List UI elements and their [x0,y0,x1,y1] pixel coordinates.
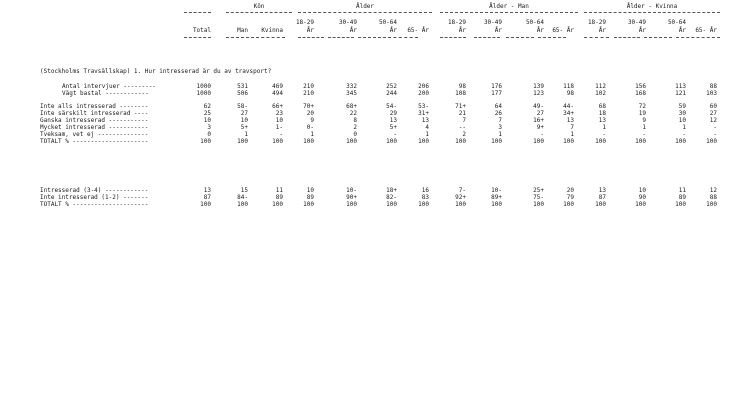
table-cell: 58- [237,103,248,110]
table-cell: 123 [533,90,544,97]
rule-segment [298,37,324,38]
column-header-label: År [536,27,544,34]
table-cell: 0 [207,131,211,138]
table-cell: -- [458,124,466,131]
table-cell: 10- [491,187,502,194]
table-cell: 60 [709,103,717,110]
table-cell: 100 [303,201,314,208]
rule-segment [676,37,720,38]
table-cell: 531 [237,83,248,90]
table-cell: 112 [595,83,606,90]
table-cell: 1 [310,131,314,138]
table-cell: 13 [389,117,397,124]
table-cell: 100 [533,201,544,208]
table-cell: 10 [240,117,248,124]
table-cell: 118 [563,83,574,90]
table-cell: 176 [491,83,502,90]
row-label: TOTALT % --------------------- [40,201,149,208]
table-cell: 1 [642,124,646,131]
column-header-age: 30-49 [627,19,646,26]
table-cell: 23 [275,110,283,117]
table-cell: 11 [275,187,283,194]
rule-segment [388,37,418,38]
table-cell: 79 [566,194,574,201]
column-header-label: År [349,27,357,34]
table-cell: 64 [494,103,502,110]
table-cell: - [602,131,606,138]
table-cell: 100 [455,201,466,208]
table-cell: 10 [203,117,211,124]
rule-segment [184,12,211,13]
table-cell: 98 [458,83,466,90]
table-cell: 84- [237,194,248,201]
column-header-label: År [458,27,466,34]
table-cell: 113 [675,83,686,90]
table-cell: 0- [306,124,314,131]
table-cell: 12 [709,187,717,194]
rule-segment [358,37,386,38]
table-cell: 156 [635,83,646,90]
rule-segment [298,12,432,13]
table-cell: 332 [346,83,357,90]
table-cell: 30 [678,110,686,117]
column-header-label: 65- År [695,27,717,34]
table-cell: 0 [353,131,357,138]
table-cell: 100 [706,138,717,145]
table-cell: 13 [598,187,606,194]
table-cell: 71+ [455,103,466,110]
column-header-row-1 [0,19,746,26]
column-header-label: 65- År [552,27,574,34]
table-cell: 100 [595,201,606,208]
table-cell: 100 [706,201,717,208]
table-cell: 100 [675,138,686,145]
table-cell: 88 [709,194,717,201]
summary-row [0,187,746,194]
group-title: Ålder - Man [489,3,529,10]
question-title: (Stockholms Travsällskap) 1. Hur intresserad är du av travsport? [40,68,272,75]
table-cell: 1- [275,124,283,131]
table-cell: 121 [675,90,686,97]
rule-segment [584,12,720,13]
table-cell: 20 [566,187,574,194]
table-cell: 102 [595,90,606,97]
summary-row [0,194,746,201]
group-title: Kön [253,3,265,10]
table-cell: 34+ [563,110,574,117]
table-cell: 244 [386,90,397,97]
rule-segment [584,37,609,38]
table-cell: 252 [386,83,397,90]
table-cell: 100 [675,201,686,208]
table-cell: - [642,131,646,138]
column-header-age: 30-49 [338,19,357,26]
table-cell: 10 [638,187,646,194]
table-cell: 100 [237,138,248,145]
row-label: Inte särskilt intresserad ---- [40,110,149,117]
table-cell: 210 [303,83,314,90]
table-cell: 3 [498,124,502,131]
table-cell: 494 [272,90,283,97]
row-label: TOTALT % --------------------- [40,138,149,145]
table-cell: 9 [310,117,314,124]
table-cell: 10- [346,187,357,194]
column-header-age: 50-64 [378,19,397,26]
table-cell: 62 [203,103,211,110]
table-cell: 68 [598,103,606,110]
column-header-label: År [638,27,646,34]
table-cell: - [713,131,717,138]
table-cell: 2 [462,131,466,138]
table-cell: 68+ [346,103,357,110]
rule-segment [440,37,466,38]
table-cell: 103 [706,90,717,97]
group-title: Ålder [355,3,375,10]
column-header-age: 18-29 [295,19,314,26]
table-cell: 100 [595,138,606,145]
table-cell: 10 [306,187,314,194]
table-cell: 83 [421,194,429,201]
table-cell: 1 [498,131,502,138]
column-header-label: Man [237,27,248,34]
row-label: Inte alls intresserad -------- [40,103,149,110]
table-cell: 87 [203,194,211,201]
table-cell: 89 [275,194,283,201]
table-cell: 5+ [240,124,248,131]
table-cell: 82- [386,194,397,201]
table-cell: 15 [240,187,248,194]
column-header-age: 18-29 [587,19,606,26]
table-cell: 1000 [196,90,211,97]
rule-segment [256,37,285,38]
table-cell: 5+ [389,124,397,131]
table-cell: 100 [386,201,397,208]
table-cell: 2 [353,124,357,131]
table-cell: 13 [598,117,606,124]
column-header-rule [0,34,746,41]
table-cell: 206 [418,83,429,90]
table-cell: 29 [389,110,397,117]
base-row [0,90,746,97]
table-row [0,131,746,138]
table-cell: 100 [272,201,283,208]
table-cell: 31+ [418,110,429,117]
table-cell: 100 [272,138,283,145]
table-cell: 90+ [346,194,357,201]
table-cell: 21 [458,110,466,117]
table-cell: 16 [421,187,429,194]
row-label: Inte intresserad (1-2) ------- [40,194,149,201]
table-cell: 100 [386,138,397,145]
table-row [0,138,746,145]
table-cell: 16+ [533,117,544,124]
question-title-row [0,68,746,75]
group-header-rule [0,9,746,16]
rule-segment [226,12,292,13]
table-cell: 100 [491,138,502,145]
table-cell: 100 [418,201,429,208]
column-header-row-2 [0,27,746,34]
table-cell: 7 [498,117,502,124]
table-cell: 72 [638,103,646,110]
table-cell: 7 [462,117,466,124]
table-cell: - [682,131,686,138]
table-cell: 168 [635,90,646,97]
table-cell: 100 [346,201,357,208]
table-cell: 100 [237,201,248,208]
table-cell: 4 [425,124,429,131]
table-cell: 100 [200,138,211,145]
table-cell: 1 [682,124,686,131]
table-cell: 108 [455,90,466,97]
table-cell: 8 [353,117,357,124]
table-cell: 70+ [303,103,314,110]
column-header-label: År [598,27,606,34]
table-cell: 20 [306,110,314,117]
group-title: Ålder - Kvinna [626,3,678,10]
rule-segment [184,37,211,38]
table-cell: 1 [602,124,606,131]
column-header-label: År [678,27,686,34]
table-cell: 12 [709,117,717,124]
column-header-age: 18-29 [447,19,466,26]
table-cell: 506 [237,90,248,97]
table-cell: 100 [200,201,211,208]
table-cell: - [713,124,717,131]
table-cell: 10 [275,117,283,124]
column-header-label: 65- År [407,27,429,34]
table-cell: 3 [207,124,211,131]
column-header-label: Kvinna [261,27,283,34]
table-cell: 18 [598,110,606,117]
table-cell: 27 [709,110,717,117]
table-cell: 19 [638,110,646,117]
table-cell: 9+ [536,124,544,131]
table-cell: 1 [244,131,248,138]
table-cell: 90 [638,194,646,201]
table-cell: 89 [306,194,314,201]
table-cell: 1000 [196,83,211,90]
row-label: Intresserad (3-4) ------------ [40,187,149,194]
column-header-label: År [389,27,397,34]
column-header-label: År [306,27,314,34]
table-cell: 92+ [455,194,466,201]
table-cell: 18+ [386,187,397,194]
table-cell: 98 [566,90,574,97]
table-cell: 54- [386,103,397,110]
column-header-age: 50-64 [667,19,686,26]
table-cell: 100 [635,201,646,208]
summary-row [0,201,746,208]
table-row [0,124,746,131]
row-label: Mycket intresserad ----------- [40,124,149,131]
table-cell: 100 [418,138,429,145]
row-label: Ganska intresserad ----------- [40,117,149,124]
table-cell: 345 [346,90,357,97]
table-cell: - [279,131,283,138]
column-header-age: 30-49 [483,19,502,26]
table-cell: 44- [563,103,574,110]
table-cell: 100 [455,138,466,145]
table-cell: 210 [303,90,314,97]
table-cell: 13 [566,117,574,124]
table-cell: 100 [635,138,646,145]
table-cell: 25+ [533,187,544,194]
table-row [0,117,746,124]
table-cell: 27 [240,110,248,117]
rule-segment [644,37,672,38]
row-label: Antal intervjuer --------- [62,83,156,90]
table-cell: 89 [678,194,686,201]
table-cell: 100 [533,138,544,145]
table-cell: 7- [458,187,466,194]
row-label: Tveksam, vet ej -------------- [40,131,149,138]
table-cell: 25 [203,110,211,117]
row-label: Vägt bastal ------------ [62,90,149,97]
table-cell: 22 [349,110,357,117]
table-cell: 100 [491,201,502,208]
table-cell: 59 [678,103,686,110]
table-cell: 87 [598,194,606,201]
table-cell: 100 [303,138,314,145]
rule-segment [506,37,534,38]
table-cell: 200 [418,90,429,97]
table-cell: 13 [421,117,429,124]
table-cell: 9 [642,117,646,124]
table-cell: 49- [533,103,544,110]
table-cell: 89+ [491,194,502,201]
rule-segment [440,12,578,13]
column-header-label: År [494,27,502,34]
table-cell: 100 [346,138,357,145]
table-cell: - [393,131,397,138]
table-row [0,110,746,117]
table-cell: 139 [533,83,544,90]
table-cell: 100 [563,138,574,145]
table-cell: 469 [272,83,283,90]
table-cell: 53- [418,103,429,110]
table-cell: 75- [533,194,544,201]
table-cell: 10 [678,117,686,124]
table-cell: 1 [425,131,429,138]
rule-segment [538,37,566,38]
table-cell: 88 [709,83,717,90]
table-cell: 1 [570,131,574,138]
table-cell: 7 [570,124,574,131]
base-row [0,83,746,90]
rule-segment [614,37,640,38]
table-cell: 27 [536,110,544,117]
rule-segment [474,37,500,38]
column-header-age: 50-64 [525,19,544,26]
table-cell: 177 [491,90,502,97]
table-row [0,103,746,110]
rule-segment [328,37,354,38]
table-cell: 13 [203,187,211,194]
table-cell: 66+ [272,103,283,110]
table-cell: 11 [678,187,686,194]
table-cell: 26 [494,110,502,117]
rule-segment [226,37,254,38]
table-cell: - [540,131,544,138]
table-cell: 100 [563,201,574,208]
column-header-label: Total [192,27,211,34]
